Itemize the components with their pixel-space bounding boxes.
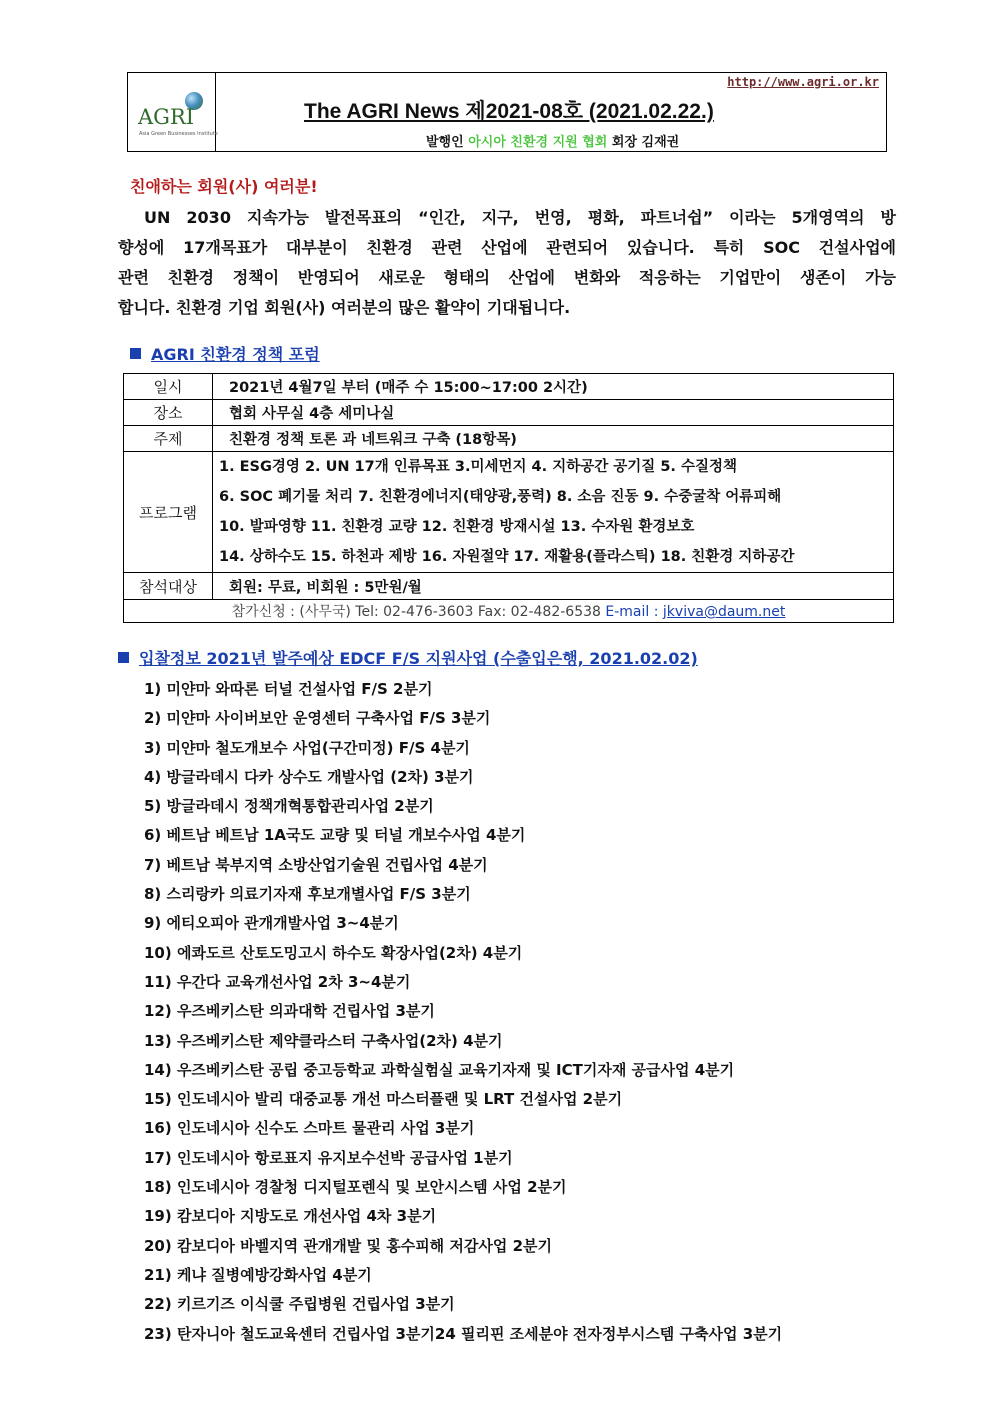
table-row-apply	[124, 600, 894, 623]
publisher-org: 아시아 친환경 지원 협회	[468, 135, 608, 150]
greeting: 친애하는 회원(사) 여러분!	[130, 177, 318, 196]
forum-table	[123, 373, 894, 623]
list-item: 6) 베트남 베트남 1A국도 교량 및 터널 개보수사업 4분기	[144, 826, 526, 845]
list-item: 8) 스리랑카 의료기자재 후보개별사업 F/S 3분기	[144, 885, 471, 904]
program-line: 6. SOC 폐기물 처리 7. 친환경에너지(태양광,풍력) 8. 소음 진동 9. 수중굴착 어류피해	[219, 489, 782, 505]
list-item: 21) 케냐 질병예방강화사업 4분기	[144, 1265, 372, 1284]
list-item: 5) 방글라데시 정책개혁통합관리사업 2분기	[144, 797, 434, 816]
list-item: 20) 캄보디아 바벨지역 관개개발 및 홍수피해 저감사업 2분기	[144, 1236, 552, 1255]
table-row	[124, 573, 894, 600]
list-item: 23) 탄자니아 철도교육센터 건립사업 3분기24 필리핀 조세분야 전자정부시스템 구축사업 3분기	[144, 1324, 783, 1343]
list-item: 12) 우즈베키스탄 의과대학 건립사업 3분기	[144, 1002, 435, 1021]
list-item: 15) 인도네시아 발리 대중교통 개선 마스터플랜 및 LRT 건설사업 2분기	[144, 1090, 623, 1109]
email-label: E-mail :	[605, 604, 663, 620]
list-item: 17) 인도네시아 항로표지 유지보수선박 공급사업 1분기	[144, 1148, 513, 1167]
list-item: 2) 미얀마 사이버보안 운영센터 구축사업 F/S 3분기	[144, 709, 491, 728]
publisher-suffix: 회장 김재권	[607, 135, 680, 150]
forum-section-title-text: AGRI 친환경 정책 포럼	[151, 345, 320, 364]
newsletter-title: The AGRI News 제2021-08호 (2021.02.22.)	[304, 100, 714, 123]
attendee-value: 회원: 무료, 비회원 : 5만원/월	[213, 573, 894, 600]
logo-subtext: Asia Green Businesses Institute	[139, 131, 218, 137]
intro-line: UN 2030 지속가능 발전목표의 “인간, 지구, 번영, 평화, 파트너쉽” 이라는 5개영역의 방	[144, 208, 896, 227]
list-item: 9) 에티오피아 관개개발사업 3~4분기	[144, 914, 399, 933]
row-label: 일시	[124, 374, 213, 400]
list-item: 16) 인도네시아 신수도 스마트 물관리 사업 3분기	[144, 1119, 475, 1138]
list-item: 13) 우즈베키스탄 제약클라스터 구축사업(2차) 4분기	[144, 1031, 503, 1050]
program-line: 14. 상하수도 15. 하천과 제방 16. 자원절약 17. 재활용(플라스틱) 18. 친환경 지하공간	[219, 549, 795, 565]
intro-line: 합니다. 친환경 기업 회원(사) 여러분의 많은 활약이 기대됩니다.	[118, 298, 571, 317]
table-row	[124, 426, 894, 452]
bids-section-title	[118, 646, 698, 669]
intro-line: 향성에 17개목표가 대부분이 친환경 관련 산업에 관련되어 있습니다. 특히 SOC 건설사업에	[118, 238, 896, 257]
apply-info	[124, 600, 894, 623]
list-item: 7) 베트남 북부지역 소방산업기술원 건립사업 4분기	[144, 855, 488, 874]
list-item: 18) 인도네시아 경찰청 디지털포렌식 및 보안시스템 사업 2분기	[144, 1178, 567, 1197]
list-item: 3) 미얀마 철도개보수 사업(구간미정) F/S 4분기	[144, 738, 470, 757]
intro-paragraph	[118, 203, 896, 323]
row-label: 주제	[124, 426, 213, 452]
list-item: 1) 미얀마 와따론 터널 건설사업 F/S 2분기	[144, 680, 433, 698]
newsletter-header	[127, 72, 887, 152]
list-item: 11) 우간다 교육개선사업 2차 3~4분기	[144, 972, 411, 991]
website-link[interactable]: http://www.agri.or.kr	[727, 75, 879, 89]
bid-list	[144, 675, 782, 1349]
row-value: 협회 사무실 4층 세미나실	[213, 400, 894, 426]
list-item: 10) 에콰도르 산토도밍고시 하수도 확장사업(2차) 4분기	[144, 943, 523, 962]
list-item: 19) 캄보디아 지방도로 개선사업 4차 3분기	[144, 1207, 437, 1226]
square-bullet-icon	[118, 652, 129, 663]
list-item: 14) 우즈베키스탄 공립 중고등학교 과학실험실 교육기자재 및 ICT기자재 공급사업 4분기	[144, 1060, 735, 1079]
logo-text: AGRI	[138, 105, 195, 129]
list-item: 4) 방글라데시 다카 상수도 개발사업 (2차) 3분기	[144, 767, 474, 786]
publisher-prefix: 발행인	[426, 135, 469, 150]
program-line: 10. 발파영향 11. 친환경 교량 12. 친환경 방재시설 13. 수자원 환경보호	[219, 519, 695, 535]
table-row	[124, 374, 894, 400]
forum-section-title	[130, 342, 320, 365]
bids-section-title-text: 입찰정보 2021년 발주예상 EDCF F/S 지원사업 (수출입은행, 2021.02.02)	[139, 649, 698, 668]
row-value: 친환경 정책 토론 과 네트워크 구축 (18항목)	[213, 426, 894, 452]
program-label: 프로그램	[124, 452, 213, 573]
publisher-line	[426, 131, 679, 150]
program-list	[213, 452, 894, 573]
row-value: 2021년 4월7일 부터 (매주 수 15:00~17:00 2시간)	[213, 374, 894, 400]
table-row-program	[124, 452, 894, 573]
attendee-label: 참석대상	[124, 573, 213, 600]
email-link[interactable]: jkviva@daum.net	[662, 604, 786, 620]
program-line: 1. ESG경영 2. UN 17개 인류목표 3.미세먼지 4. 지하공간 공기질 5. 수질정책	[219, 459, 738, 475]
apply-contact: 참가신청 : (사무국) Tel: 02-476-3603 Fax: 02-482-6538	[231, 604, 606, 620]
row-label: 장소	[124, 400, 213, 426]
square-bullet-icon	[130, 348, 141, 359]
intro-line: 관련 친환경 정책이 반영되어 새로운 형태의 산업에 변화와 적응하는 기업만이 생존이 가능	[118, 268, 896, 287]
list-item: 22) 키르기즈 이식쿨 주립병원 건립사업 3분기	[144, 1295, 455, 1314]
table-row	[124, 400, 894, 426]
logo	[128, 73, 216, 151]
